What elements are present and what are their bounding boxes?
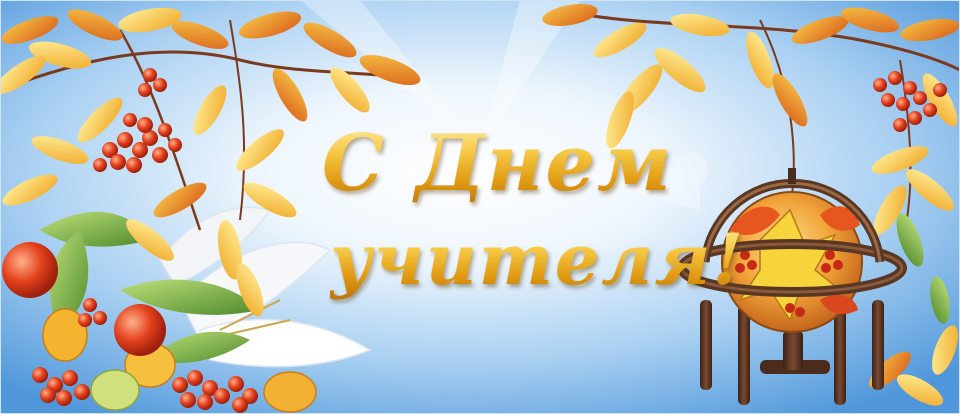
greeting-line-2: учителя!: [330, 218, 746, 301]
greeting-text: [300, 118, 746, 328]
greeting-line-1: С Днем: [322, 118, 674, 209]
